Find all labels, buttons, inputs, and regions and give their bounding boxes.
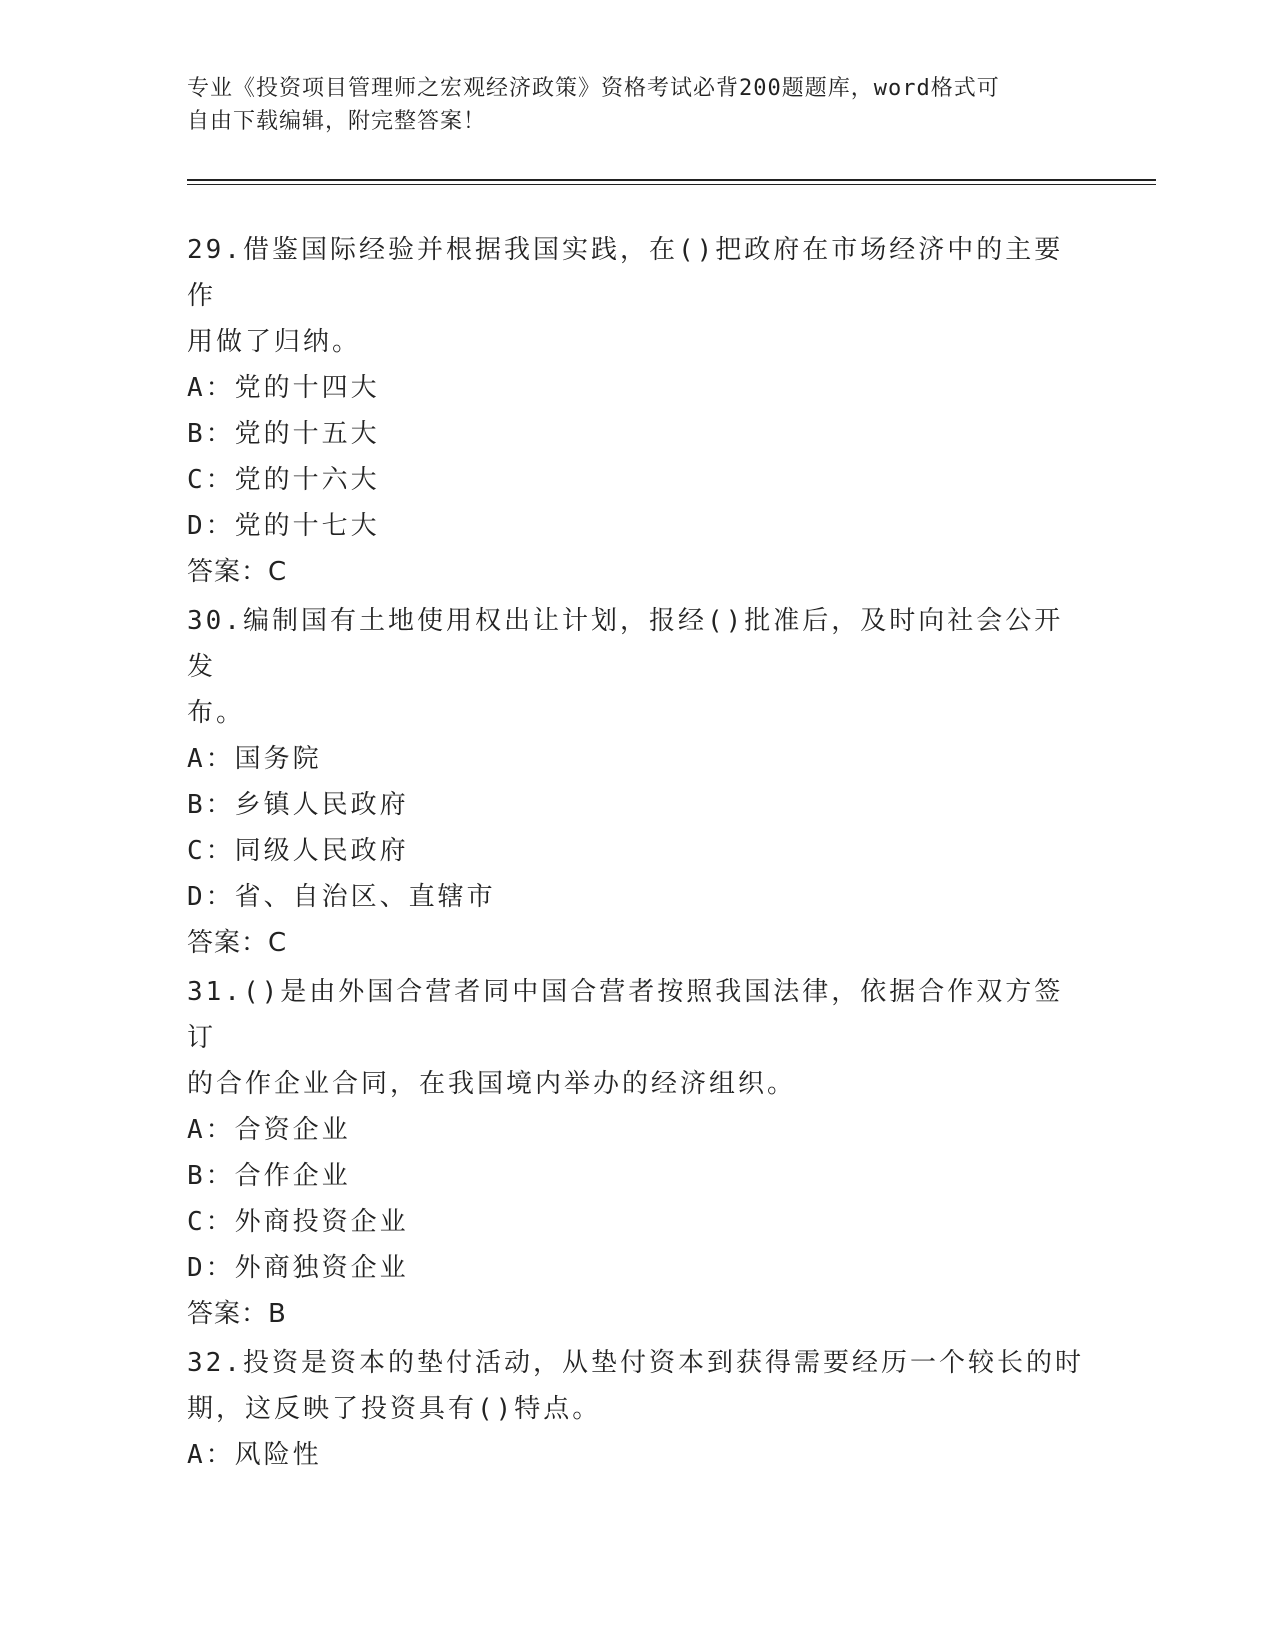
question-stem-line-1: 29.借鉴国际经验并根据我国实践，在()把政府在市场经济中的主要作 [187,235,1064,311]
question-stem-line-2: 布。 [187,698,246,728]
option-c: C：外商投资企业 [187,1207,409,1237]
question-stem-line-1: 32.投资是资本的垫付活动，从垫付资本到获得需要经历一个较长的时 [187,1348,1084,1378]
header-divider-thin [187,184,1156,185]
question-31 [187,969,1087,1337]
question-32 [187,1340,1087,1478]
option-b: B：党的十五大 [187,419,380,449]
answer: 答案：C [187,928,288,958]
question-stem-line-2: 期，这反映了投资具有()特点。 [187,1394,602,1424]
option-b: B：乡镇人民政府 [187,790,409,820]
answer: 答案：C [187,557,288,587]
question-stem-line-1: 30.编制国有土地使用权出让计划，报经()批准后，及时向社会公开发 [187,606,1064,682]
option-c: C：党的十六大 [187,465,380,495]
header-line-1: 专业《投资项目管理师之宏观经济政策》资格考试必背200题题库，word格式可 [187,76,1000,101]
option-a: A：党的十四大 [187,373,380,403]
option-d: D：党的十七大 [187,511,380,541]
answer: 答案：B [187,1299,287,1329]
option-d: D：外商独资企业 [187,1253,409,1283]
question-29 [187,227,1087,595]
option-a: A：国务院 [187,744,322,774]
header-divider-thick [187,179,1156,181]
question-stem-line-2: 用做了归纳。 [187,327,362,357]
question-30 [187,598,1087,966]
option-a: A：风险性 [187,1440,322,1470]
option-c: C：同级人民政府 [187,836,409,866]
option-d: D：省、自治区、直辖市 [187,882,496,912]
question-stem-line-2: 的合作企业合同，在我国境内举办的经济组织。 [187,1069,797,1099]
document-header [187,72,1057,138]
question-stem-line-1: 31.()是由外国合营者同中国合营者按照我国法律，依据合作双方签订 [187,977,1064,1053]
option-a: A：合资企业 [187,1115,351,1145]
option-b: B：合作企业 [187,1161,351,1191]
header-line-2: 自由下载编辑，附完整答案！ [187,109,487,134]
